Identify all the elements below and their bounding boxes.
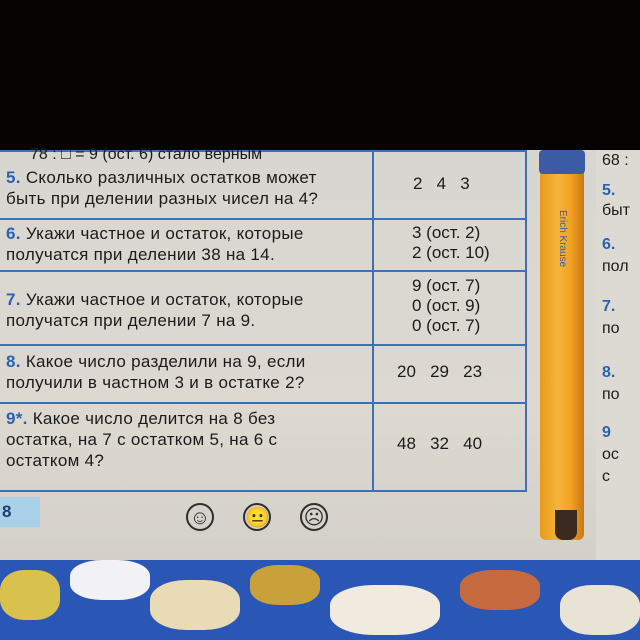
cloth-pattern bbox=[0, 570, 60, 620]
question-text bbox=[6, 167, 318, 209]
pencil-brand: Erich Krause bbox=[557, 210, 568, 268]
cloth-pattern bbox=[560, 585, 640, 635]
pencil-tip bbox=[555, 510, 577, 540]
facing-page-text: пол bbox=[602, 258, 629, 275]
table-row bbox=[0, 220, 527, 272]
question-number: 5. bbox=[6, 168, 21, 187]
table-row bbox=[0, 160, 527, 220]
question-number: 6. bbox=[6, 224, 21, 243]
answer-option: 0 (ост. 9) bbox=[412, 296, 481, 315]
question-text bbox=[6, 408, 277, 471]
question-line: Сколько различных остатков может bbox=[25, 168, 317, 187]
facing-page-text: 8. bbox=[602, 364, 616, 381]
top-cut-row: 78 : □ = 9 (ост. 6) стало верным bbox=[30, 146, 263, 163]
facing-page-text: ос bbox=[602, 446, 619, 463]
question-line: Укажи частное и остаток, которые bbox=[25, 290, 304, 309]
answer-options: 20 29 23 bbox=[397, 362, 483, 381]
facing-page-text: по bbox=[602, 386, 620, 403]
question-number: 7. bbox=[6, 290, 21, 309]
smiley-happy-icon: ☺ bbox=[186, 503, 214, 531]
answer-option: 0 (ост. 7) bbox=[412, 316, 481, 335]
column-divider bbox=[372, 150, 374, 490]
smiley-neutral-icon: 😐 bbox=[243, 503, 271, 531]
cloth-pattern bbox=[70, 560, 150, 600]
question-number: 9*. bbox=[6, 409, 28, 428]
question-line: Укажи частное и остаток, которые bbox=[25, 224, 304, 243]
question-text bbox=[6, 351, 306, 393]
question-line: получатся при делении 38 на 14. bbox=[6, 245, 275, 264]
facing-page-text: 5. bbox=[602, 182, 616, 199]
table-row bbox=[0, 404, 527, 492]
question-text bbox=[6, 289, 304, 331]
cloth-pattern bbox=[150, 580, 240, 630]
table-right-border bbox=[525, 150, 527, 490]
question-line: Какое число разделили на 9, если bbox=[25, 352, 306, 371]
facing-page-text: по bbox=[602, 320, 620, 337]
question-line: получатся при делении 7 на 9. bbox=[6, 311, 256, 330]
facing-page-text: быт bbox=[602, 202, 630, 219]
cloth-pattern bbox=[330, 585, 440, 635]
cloth-pattern bbox=[460, 570, 540, 610]
question-line: получили в частном 3 и в остатке 2? bbox=[6, 373, 305, 392]
page-number: 8 bbox=[0, 497, 40, 527]
question-line: остатка, на 7 с остатком 5, на 6 с bbox=[6, 430, 278, 449]
answer-option: 2 (ост. 10) bbox=[412, 243, 490, 262]
answer-options: 2 4 3 bbox=[413, 174, 470, 193]
question-number: 8. bbox=[6, 352, 21, 371]
exercise-table bbox=[0, 146, 527, 470]
tablecloth bbox=[0, 560, 640, 640]
facing-page-text: 9 bbox=[602, 424, 611, 441]
answer-options: 48 32 40 bbox=[397, 434, 483, 453]
answer-option: 3 (ост. 2) bbox=[412, 223, 481, 242]
question-line: Какое число делится на 8 без bbox=[32, 409, 276, 428]
question-text bbox=[6, 223, 304, 265]
question-line: остатком 4? bbox=[6, 451, 105, 470]
table-row bbox=[0, 272, 527, 346]
facing-page-text: с bbox=[602, 468, 610, 485]
question-line: быть при делении разных чисел на 4? bbox=[6, 189, 319, 208]
smiley-sad-icon: ☹ bbox=[300, 503, 328, 531]
facing-page-text: 7. bbox=[602, 298, 616, 315]
answer-option: 9 (ост. 7) bbox=[412, 276, 481, 295]
pencil-cap bbox=[539, 150, 585, 174]
cloth-pattern bbox=[250, 565, 320, 605]
facing-page-text: 6. bbox=[602, 236, 616, 253]
table-row bbox=[0, 346, 527, 404]
facing-page-text: 68 : bbox=[602, 152, 629, 169]
